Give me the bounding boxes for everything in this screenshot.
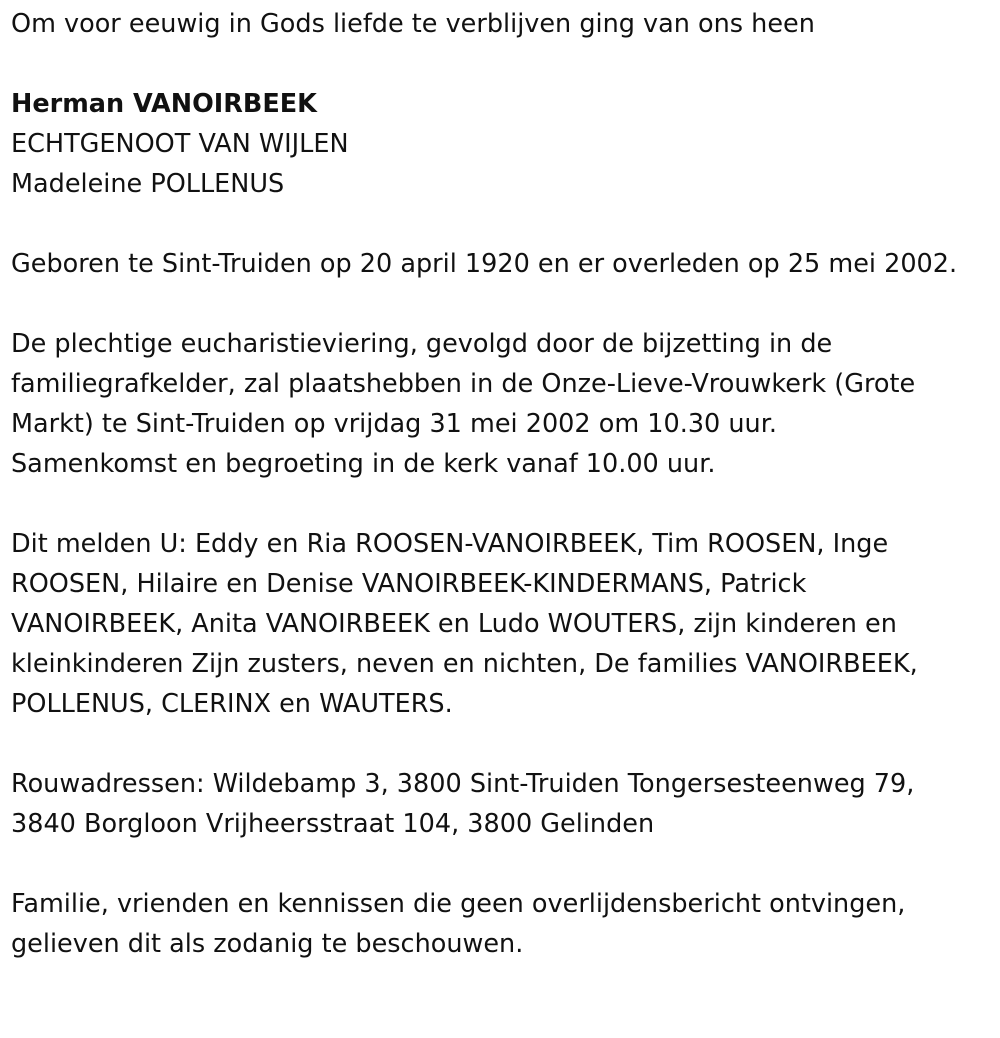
intro-line: Om voor eeuwig in Gods liefde te verblijven ging van ons heen (11, 9, 815, 39)
gathering-line: Samenkomst en begroeting in de kerk vanaf 10.00 uur. (11, 449, 716, 479)
spacer (11, 484, 971, 524)
spacer (11, 284, 971, 324)
death-notice (11, 4, 971, 964)
announcers-paragraph: Dit melden U: Eddy en Ria ROOSEN-VANOIRBEEK, Tim ROOSEN, Inge ROOSEN, Hilaire en Denise VANOIRBEEK-KINDERMANS, Patrick VANOIRBEEK, Anita VANOIRBEEK en Ludo WOUTERS, zijn kinderen en kleinkinderen Zijn zusters, neven en nichten, De families VANOIRBEEK, POLLENUS, CLERINX en WAUTERS. (11, 529, 918, 719)
spacer (11, 204, 971, 244)
closing-paragraph: Familie, vrienden en kennissen die geen overlijdensbericht ontvingen, gelieven dit als zodanig te beschouwen. (11, 889, 906, 959)
relation-line: ECHTGENOOT VAN WIJLEN (11, 129, 349, 159)
birth-death-paragraph: Geboren te Sint-Truiden op 20 april 1920 en er overleden op 25 mei 2002. (11, 249, 958, 279)
addresses-paragraph: Rouwadressen: Wildebamp 3, 3800 Sint-Truiden Tongersesteenweg 79, 3840 Borgloon Vrijheersstraat 104, 3800 Gelinden (11, 769, 915, 839)
spouse-name: Madeleine POLLENUS (11, 169, 285, 199)
spacer (11, 44, 971, 84)
spacer (11, 844, 971, 884)
deceased-name: Herman VANOIRBEEK (11, 89, 317, 119)
spacer (11, 724, 971, 764)
funeral-paragraph: De plechtige eucharistieviering, gevolgd door de bijzetting in de familiegrafkelder, zal plaatshebben in de Onze-Lieve-Vrouwkerk (Grote Markt) te Sint-Truiden op vrijdag 31 mei 2002 om 10.30 uur. (11, 329, 916, 439)
